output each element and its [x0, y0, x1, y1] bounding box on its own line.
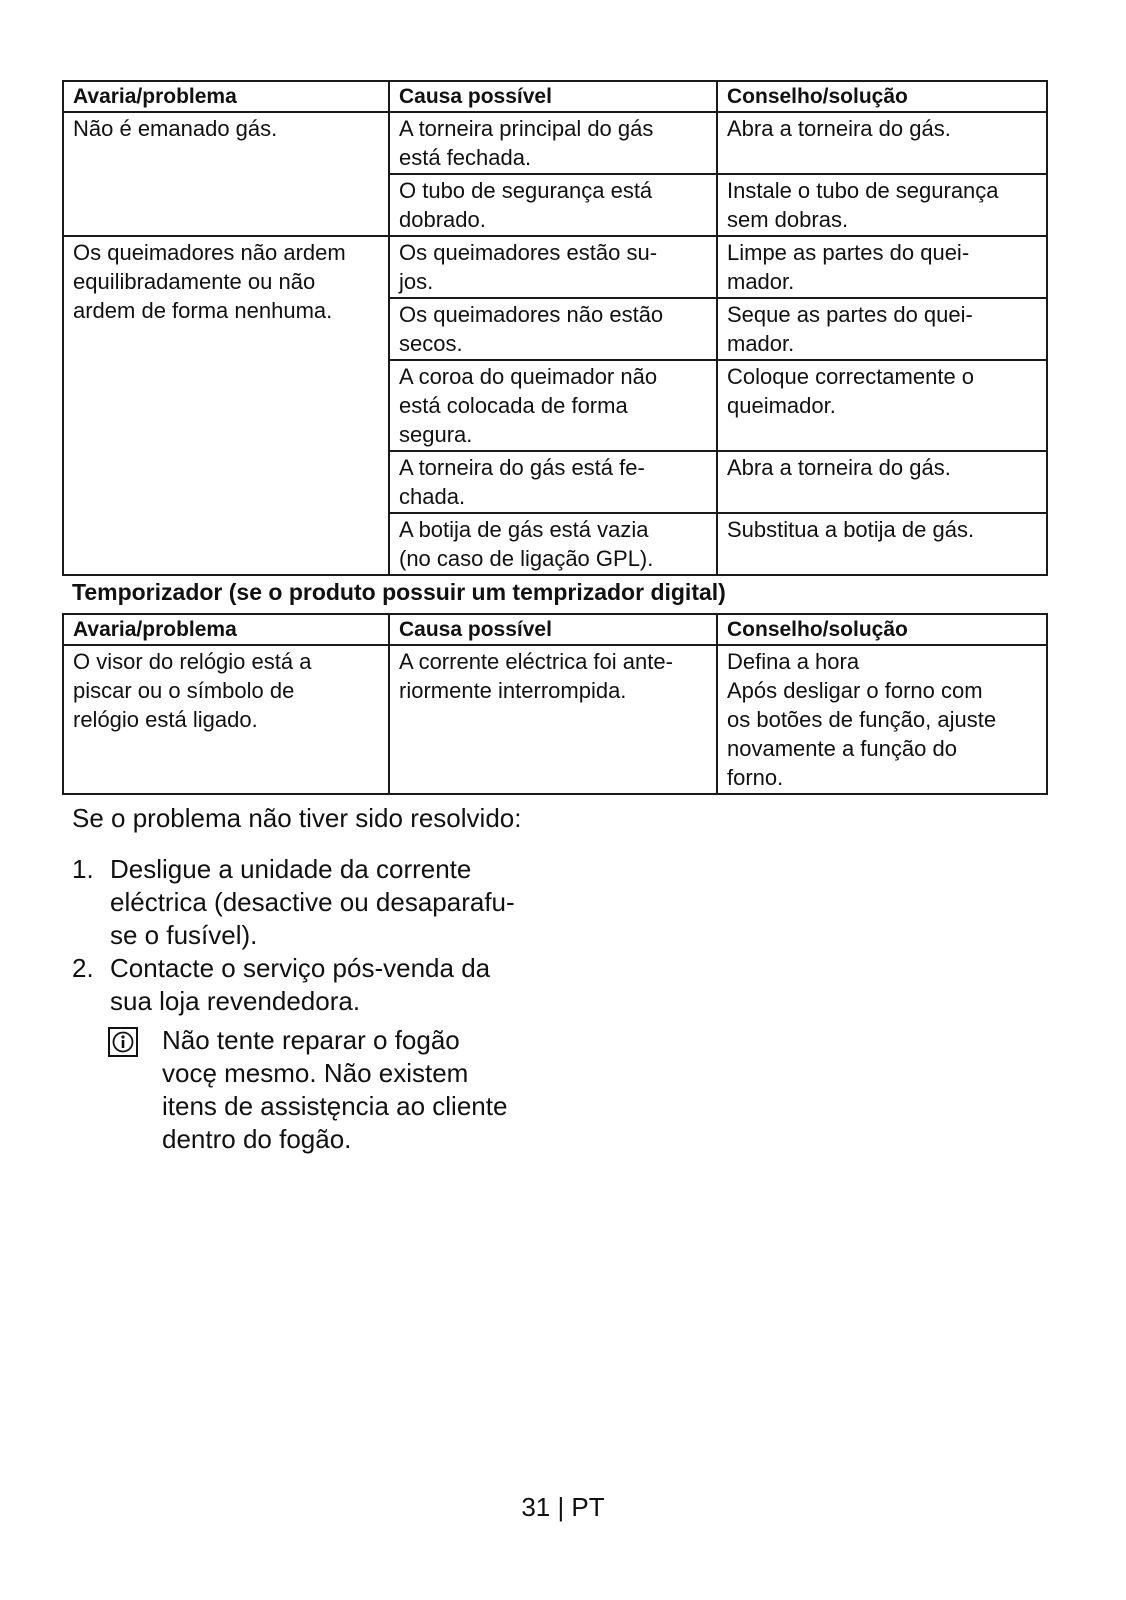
solution-cell: Seque as partes do quei- mador.: [717, 298, 1047, 360]
problem-cell: Não é emanado gás.: [63, 112, 389, 236]
table-header-row: [63, 81, 1047, 112]
note-text: Não tente reparar o fogão vocę mesmo. Não existem itens de assistęncia ao cliente dentro do fogão.: [162, 1025, 508, 1154]
list-item: [72, 853, 552, 952]
header-solution: Conselho/solução: [717, 81, 1047, 112]
page-number: 31 | PT: [521, 1492, 605, 1522]
solution-cell: Abra a torneira do gás.: [717, 451, 1047, 513]
solution-cell: Limpe as partes do quei- mador.: [717, 236, 1047, 298]
solution-cell: Abra a torneira do gás.: [717, 112, 1047, 174]
header-problem: Avaria/problema: [63, 81, 389, 112]
table-header-row: [63, 614, 1047, 645]
solution-cell: Coloque correctamente o queimador.: [717, 360, 1047, 451]
header-cause: Causa possível: [389, 81, 717, 112]
problem-cell: O visor do relógio está a piscar ou o símbolo de relógio está ligado.: [63, 645, 389, 794]
cause-cell: A corrente eléctrica foi ante- riormente interrompida.: [389, 645, 717, 794]
table-row: [63, 112, 1047, 174]
step-text: Desligue a unidade da corrente eléctrica (desactive ou desaparafu- se o fusível).: [110, 854, 515, 950]
header-cause: Causa possível: [389, 614, 717, 645]
troubleshooting-table-gas: [62, 80, 1048, 576]
info-note: [108, 1024, 507, 1156]
solution-cell: Defina a hora Após desligar o forno com os botões de função, ajuste novamente a função do forno.: [717, 645, 1047, 794]
step-number: 2.: [72, 953, 94, 983]
solution-cell: Instale o tubo de segurança sem dobras.: [717, 174, 1047, 236]
cause-cell: O tubo de segurança está dobrado.: [389, 174, 717, 236]
info-icon: [108, 1027, 138, 1057]
troubleshooting-table-timer: [62, 613, 1048, 795]
cause-cell: Os queimadores não estão secos.: [389, 298, 717, 360]
header-problem: Avaria/problema: [63, 614, 389, 645]
problem-cell: Os queimadores não ardem equilibradamente ou não ardem de forma nenhuma.: [63, 236, 389, 575]
table-row: [63, 236, 1047, 298]
section-title: Temporizador (se o produto possuir um temprizador digital): [72, 579, 726, 605]
solution-cell: Substitua a botija de gás.: [717, 513, 1047, 575]
steps-list: [72, 853, 552, 1018]
table-row: [63, 645, 1047, 794]
list-item: [72, 952, 552, 1018]
cause-cell: A coroa do queimador não está colocada de forma segura.: [389, 360, 717, 451]
cause-cell: A torneira principal do gás está fechada.: [389, 112, 717, 174]
step-number: 1.: [72, 854, 94, 884]
cause-cell: A botija de gás está vazia (no caso de ligação GPL).: [389, 513, 717, 575]
intro-text: Se o problema não tiver sido resolvido:: [72, 803, 522, 833]
cause-cell: Os queimadores estão su- jos.: [389, 236, 717, 298]
header-solution: Conselho/solução: [717, 614, 1047, 645]
step-text: Contacte o serviço pós-venda da sua loja revendedora.: [110, 953, 491, 1016]
cause-cell: A torneira do gás está fe- chada.: [389, 451, 717, 513]
